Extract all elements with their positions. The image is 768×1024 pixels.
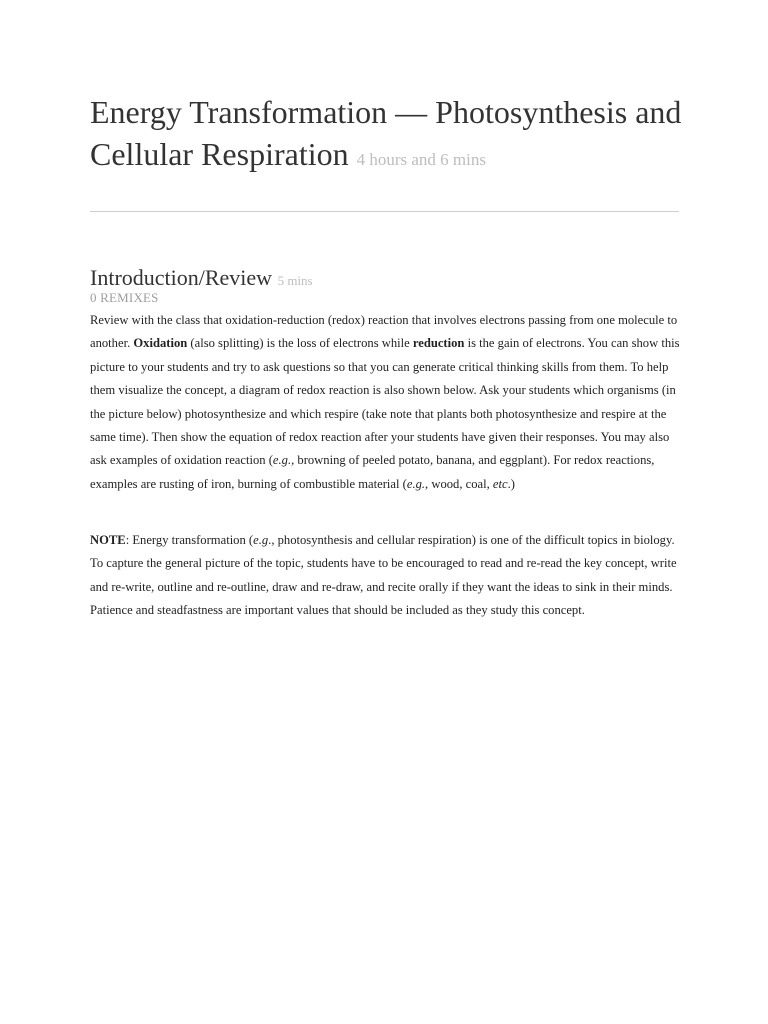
lesson-title (90, 91, 690, 181)
lesson-title-text: Energy Transformation — Photosynthesis and Cellular Respiration (90, 94, 682, 172)
abbrev-eg-3: e.g (253, 533, 269, 547)
intro-text-6: .) (507, 476, 515, 491)
intro-text-3: is the gain of electrons. You can show this picture to your students and try to ask questions so that you can generate critical thinking skills from them. To help them visualize the concept, a diagram of redox reaction is also shown below. Ask your students which organisms (in the picture below) photosynthesize and which respire (take note that plants both photosynthesize and respire at the same time). Then show the equation of redox reaction after your students have given their responses. You may also ask examples of oxidation reaction ( (90, 336, 680, 468)
section-duration: 5 mins (277, 273, 313, 288)
intro-text-1: Review with the class that oxidation-reduction (redox) reaction that involves electrons passing from one molecule to another. (90, 313, 678, 351)
intro-paragraph (90, 309, 682, 496)
intro-text-2: (also splitting) is the loss of electrons while (187, 336, 413, 351)
note-text-1: : Energy transformation ( (125, 533, 254, 547)
title-divider (90, 211, 679, 212)
term-reduction: reduction (412, 336, 465, 351)
intro-text-5: , wood, coal, (425, 476, 493, 491)
note-paragraph (90, 529, 682, 623)
remixes-count[interactable]: 0 REMIXES (90, 290, 159, 305)
abbrev-eg-2: e.g. (406, 476, 426, 491)
term-oxidation: Oxidation (133, 336, 188, 351)
section-heading-text: Introduction/Review (90, 265, 273, 290)
note-text-2: ., photosynthesis and cellular respiration) is one of the difficult topics in biology. To capture the general picture of the topic, students have to be encouraged to read and re-read the key concept, write and re-write, outline and re-outline, draw and re-draw, and recite orally if they want the ideas to sink in their minds. Patience and steadfastness are important values that should be included as they study this concept. (90, 533, 677, 618)
note-label: NOTE (90, 533, 126, 547)
abbrev-etc: etc (492, 476, 508, 491)
intro-text-4: , browning of peeled potato, banana, and eggplant). For redox reactions, examples are rusting of iron, burning of combustible material ( (90, 453, 655, 491)
abbrev-eg-1: e.g. (272, 453, 292, 468)
lesson-duration: 4 hours and 6 mins (356, 150, 486, 169)
